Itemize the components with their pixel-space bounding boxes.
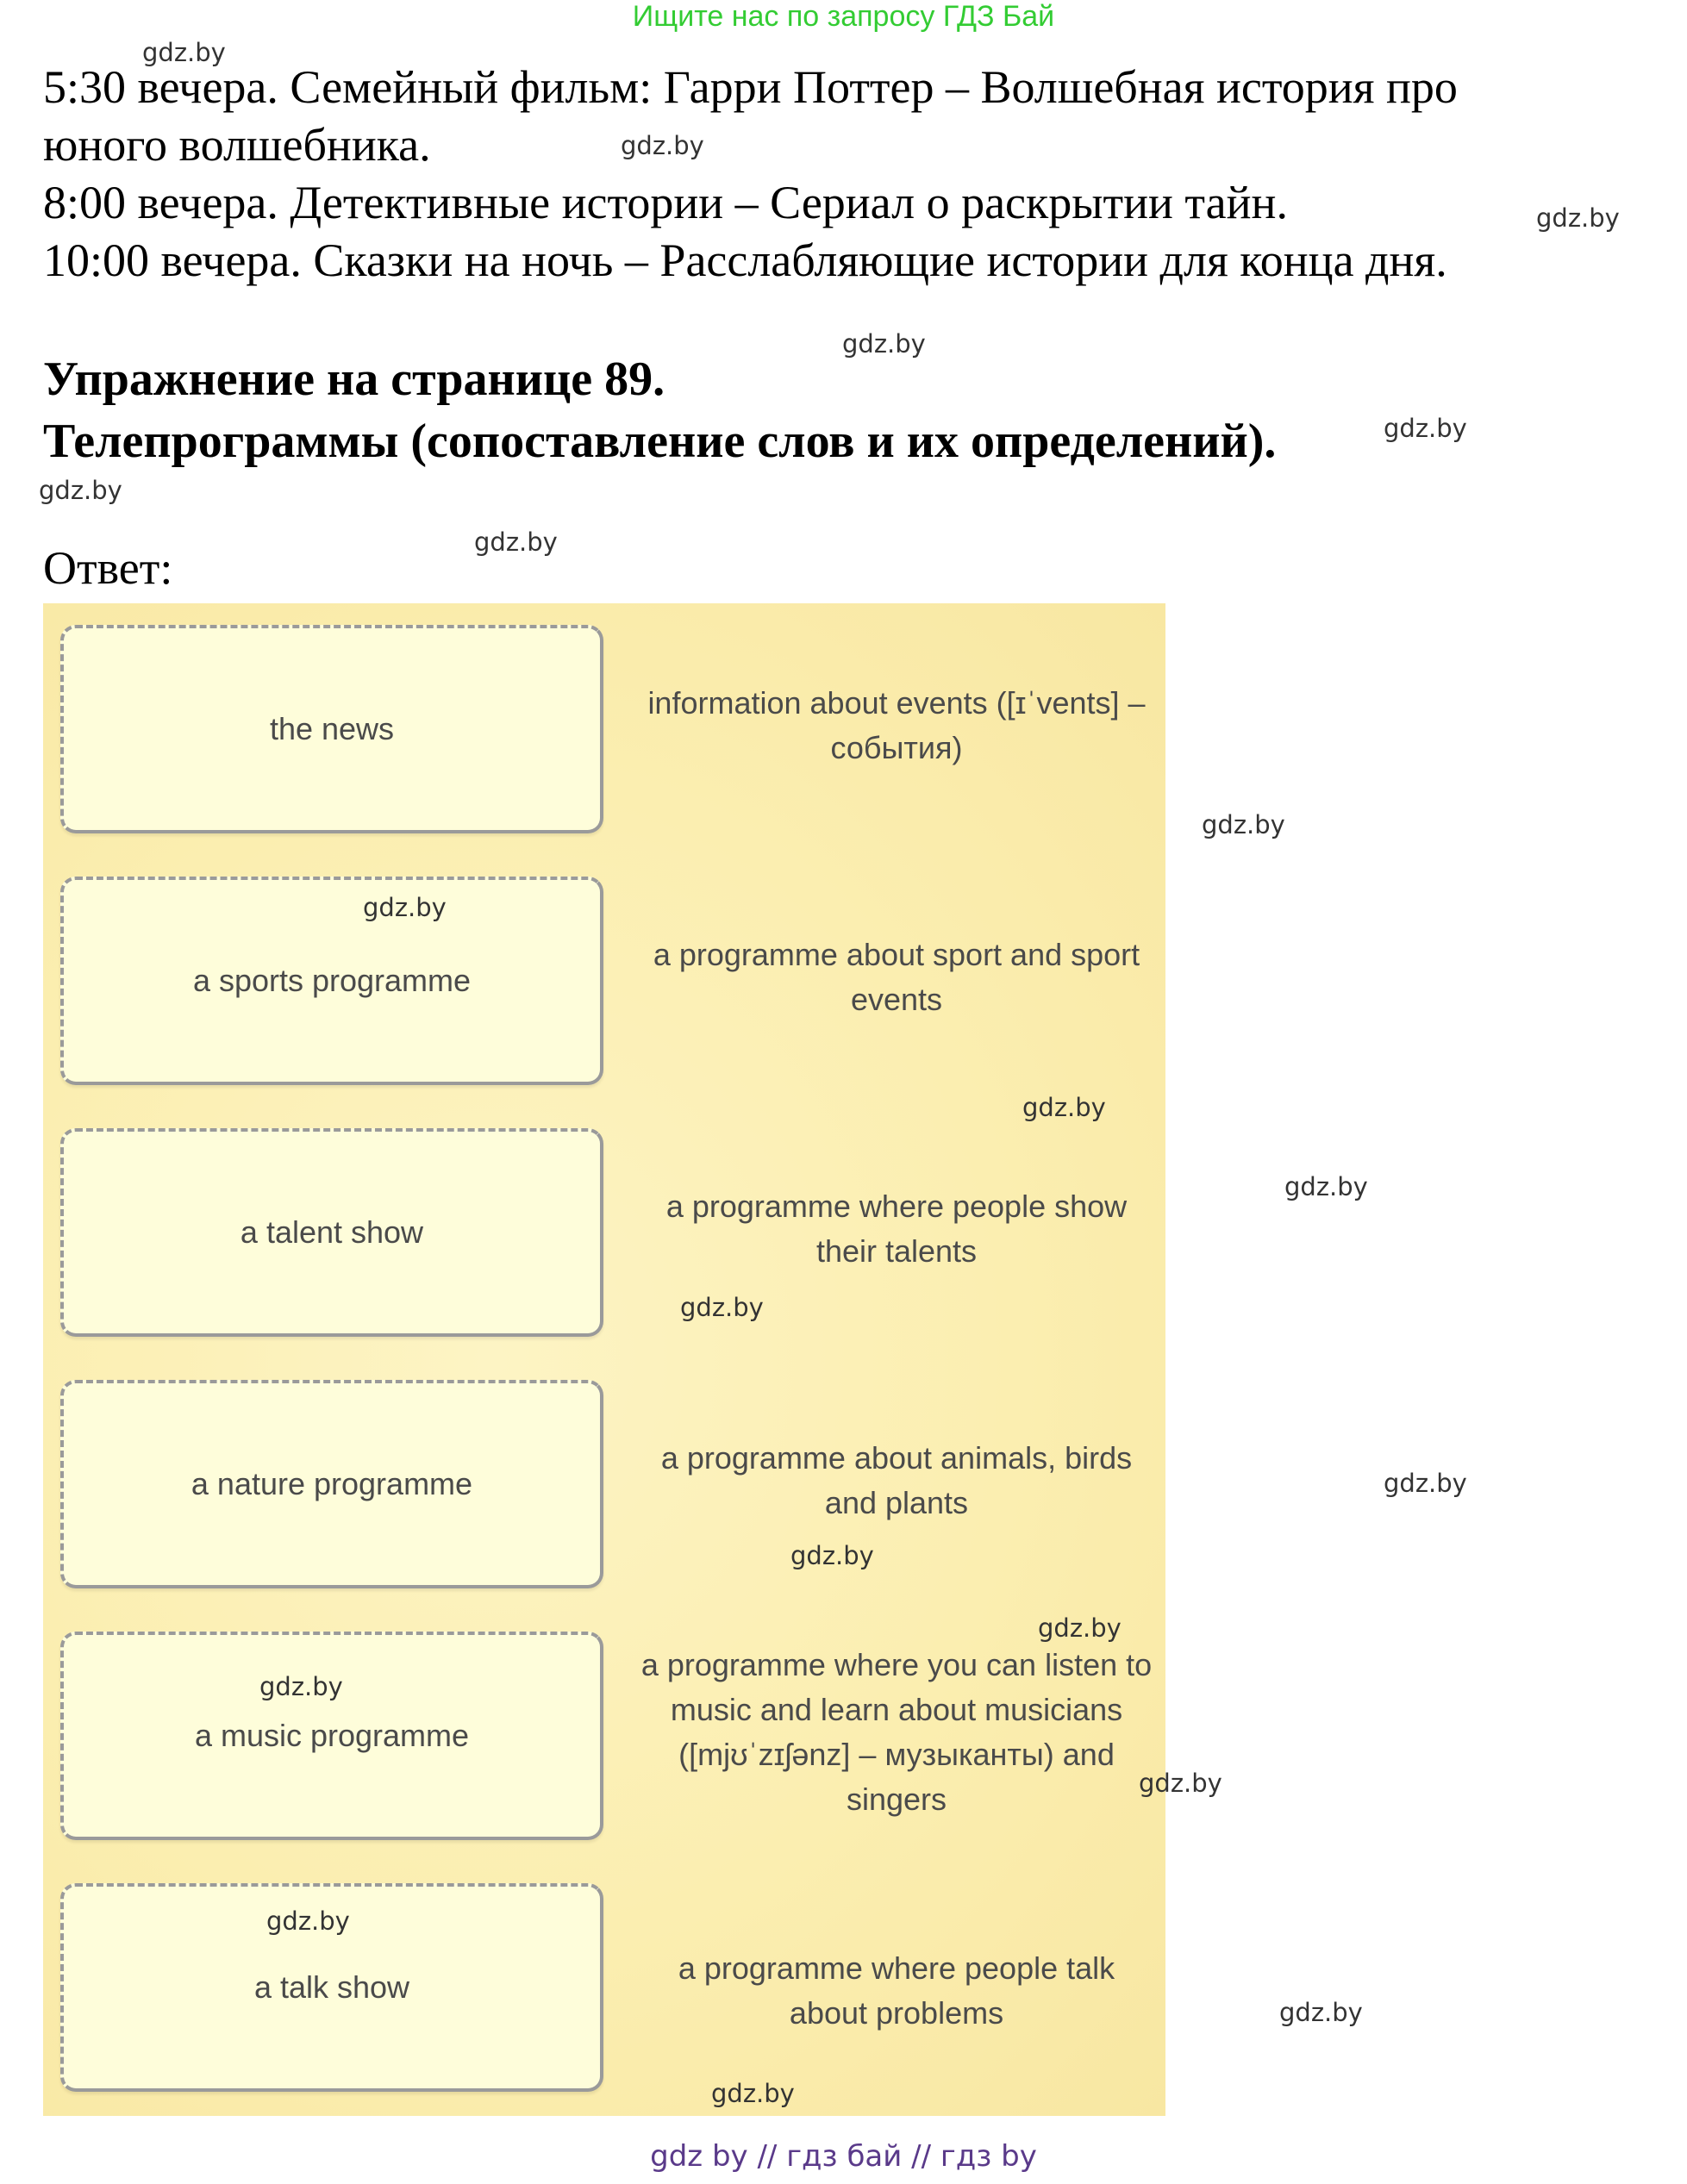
definition-text: a programme where people talk about problems [678,1950,1115,2031]
watermark: gdz.by [621,131,704,160]
watermark: gdz.by [142,38,226,67]
definition-text: a programme where you can listen to music and learn about musicians ([mjʊˈzɪʃənz] – музыканты) and singers [640,1647,1153,1817]
match-row [43,1358,1165,1574]
match-row [43,1610,1165,1825]
watermark: gdz.by [790,1541,874,1570]
match-row [43,1107,1165,1322]
watermark: gdz.by [1139,1769,1222,1798]
term-card[interactable]: the news [60,625,603,833]
term-card[interactable]: a music programme [60,1632,603,1840]
watermark: gdz.by [1384,1469,1467,1498]
watermark: gdz.by [1038,1613,1122,1643]
top-banner[interactable]: Ищите нас по запросу ГДЗ Бай [632,0,1055,33]
exercise-title: Упражнение на странице 89. [43,353,665,406]
watermark: gdz.by [363,893,447,922]
exercise-subtitle: Телепрограммы (сопоставление слов и их определений). [43,415,1277,468]
watermark: gdz.by [1384,414,1467,443]
watermark: gdz.by [680,1293,764,1322]
watermark: gdz.by [474,527,558,557]
match-row [43,855,1165,1070]
term-card[interactable]: a talk show [60,1883,603,2092]
watermark: gdz.by [1022,1093,1106,1122]
watermark: gdz.by [259,1672,343,1701]
term-card[interactable]: a nature programme [60,1380,603,1588]
schedule-line: 10:00 вечера. Сказки на ночь – Расслабляющие истории для конца дня. [43,234,1447,286]
tv-schedule [43,59,1595,290]
definition-text: a programme about sport and sport events [653,937,1140,1017]
watermark: gdz.by [266,1906,350,1936]
watermark: gdz.by [711,2079,795,2108]
definition-text: a programme about animals, birds and plants [660,1440,1133,1520]
definition-text: a programme where people show their talents [665,1189,1128,1269]
watermark: gdz.by [1202,810,1285,839]
answer-label: Ответ: [43,542,173,594]
term-card[interactable]: a talent show [60,1128,603,1337]
matching-panel [43,603,1165,2116]
match-row [43,603,1165,819]
watermark: gdz.by [842,329,926,359]
schedule-line: 8:00 вечера. Детективные истории – Сериал о раскрытии тайн. [43,177,1288,228]
schedule-line: 5:30 вечера. Семейный фильм: Гарри Поттер – Волшебная история про [43,61,1458,113]
definition-text: information about events ([ɪˈvents] – события) [647,685,1146,765]
footer-links[interactable]: gdz by // гдз бай // гдз by [650,2139,1037,2174]
schedule-line: юного волшебника. [43,119,431,171]
watermark: gdz.by [39,476,122,505]
watermark: gdz.by [1536,203,1620,233]
watermark: gdz.by [1284,1172,1368,1201]
watermark: gdz.by [1279,1998,1363,2027]
match-row [43,1862,1165,2077]
term-card[interactable]: a sports programme [60,877,603,1085]
